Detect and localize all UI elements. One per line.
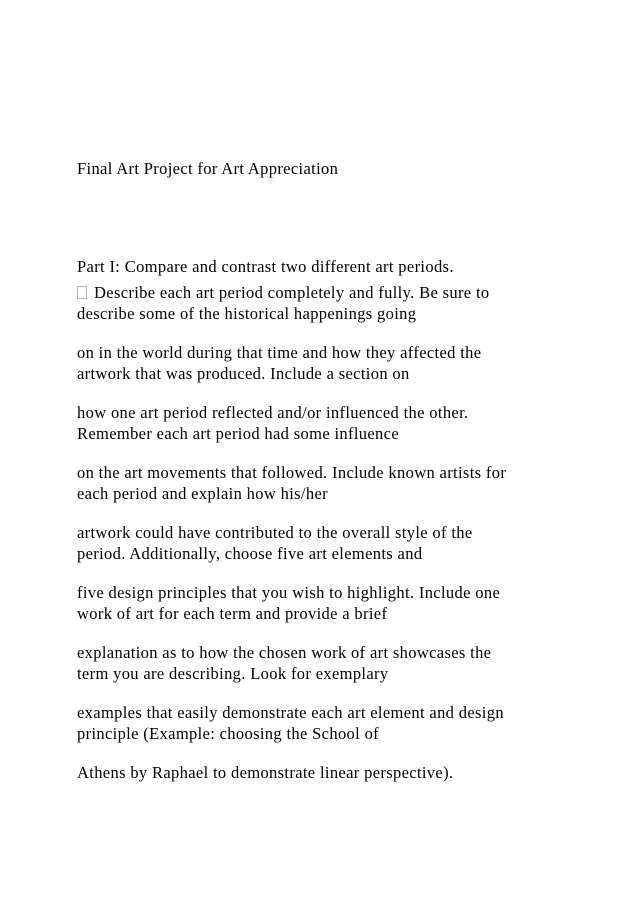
- paragraph-line: term you are describing. Look for exemplary: [77, 664, 389, 683]
- paragraph-line: how one art period reflected and/or influenced the other.: [77, 403, 469, 422]
- paragraph-line: on the art movements that followed. Include known artists for: [77, 463, 507, 482]
- part-heading: Part I: Compare and contrast two different art periods.: [77, 257, 454, 276]
- paragraph-line: each period and explain how his/her: [77, 484, 328, 503]
- paragraph-line: artwork that was produced. Include a section on: [77, 364, 410, 383]
- paragraph-line: examples that easily demonstrate each art element and design: [77, 703, 504, 722]
- paragraph-line: period. Additionally, choose five art elements and: [77, 544, 423, 563]
- paragraph-line: Remember each art period had some influence: [77, 424, 399, 443]
- paragraph-line: five design principles that you wish to highlight. Include one: [77, 583, 501, 602]
- paragraph-line: describe some of the historical happenings going: [77, 304, 417, 323]
- paragraph-line: work of art for each term and provide a brief: [77, 604, 388, 623]
- paragraph-line: [77, 283, 490, 303]
- paragraph-line: Athens by Raphael to demonstrate linear perspective).: [77, 763, 454, 782]
- paragraph-line: on in the world during that time and how they affected the: [77, 343, 482, 362]
- paragraph-line-text: Describe each art period completely and fully. Be sure to: [94, 283, 490, 302]
- paragraph-line: explanation as to how the chosen work of art showcases the: [77, 643, 492, 662]
- bullet-placeholder-icon: [77, 286, 87, 299]
- paragraph-line: artwork could have contributed to the overall style of the: [77, 523, 473, 542]
- paragraph-line: principle (Example: choosing the School of: [77, 724, 380, 743]
- document-title: Final Art Project for Art Appreciation: [77, 159, 339, 178]
